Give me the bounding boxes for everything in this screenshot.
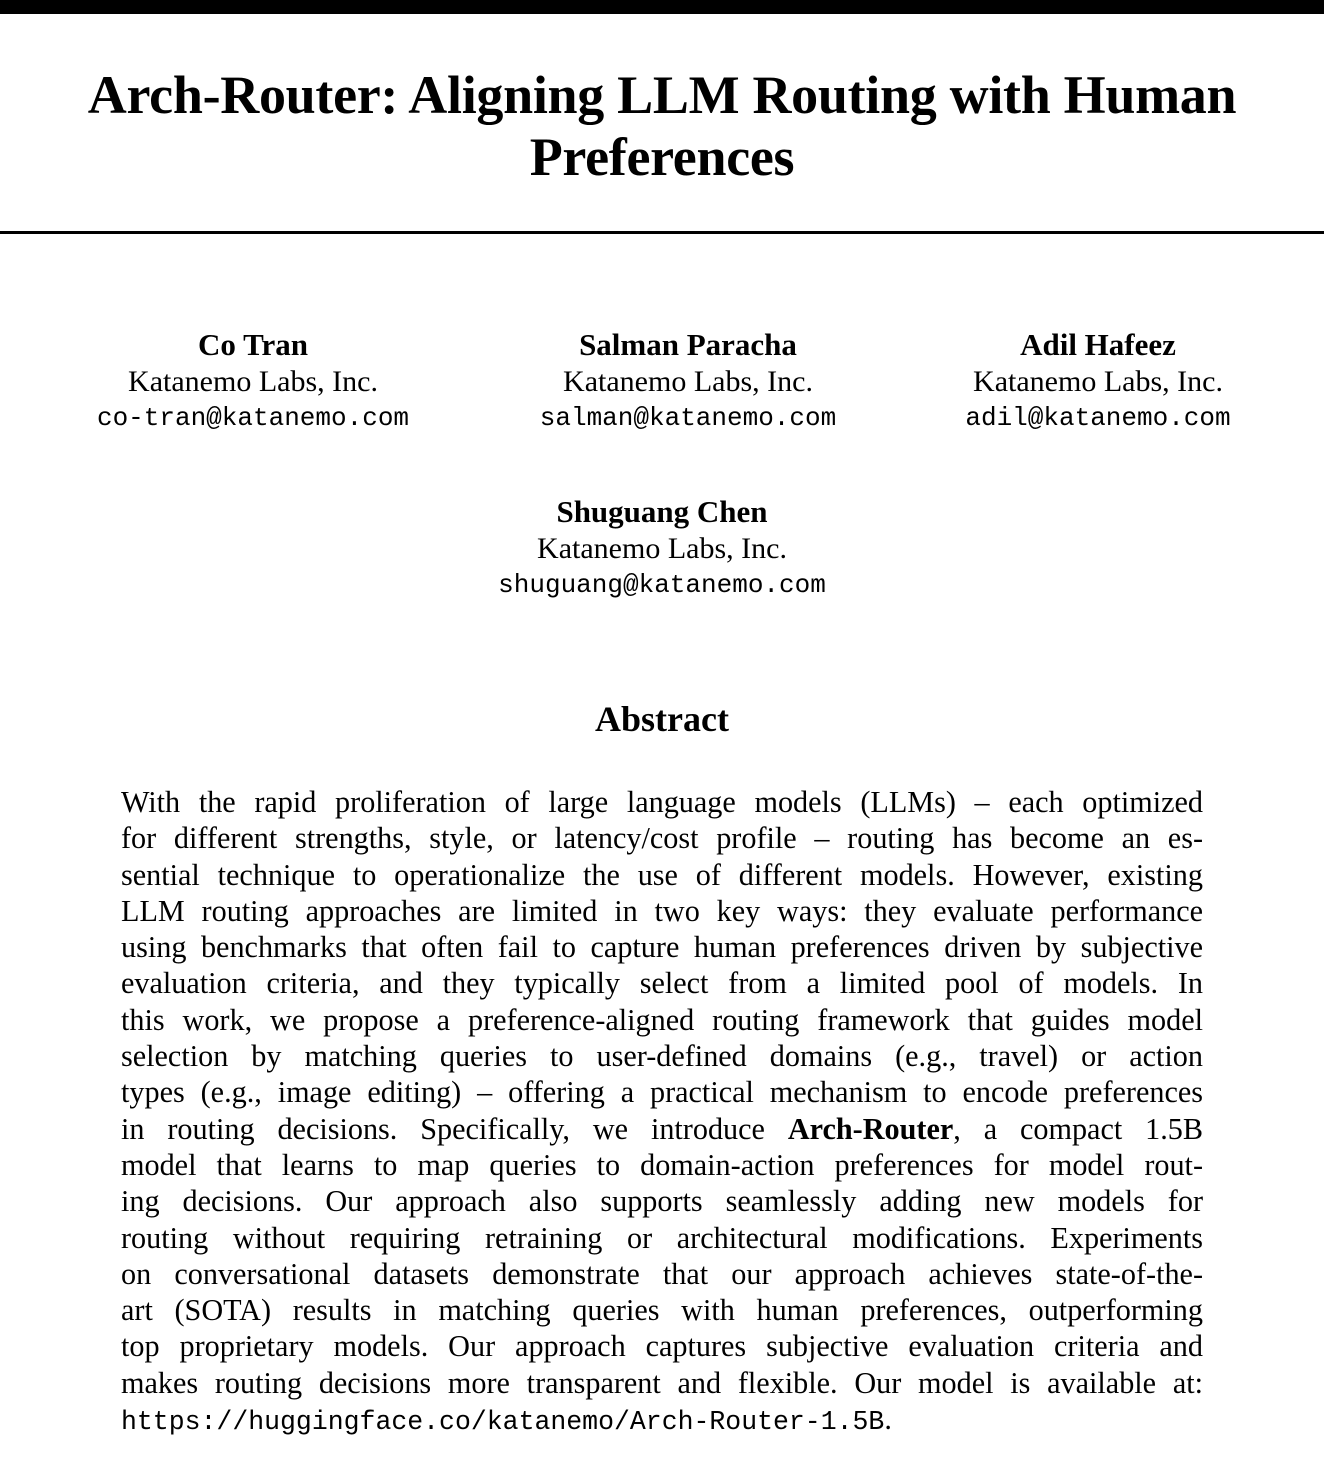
abstract-line: types (e.g., image editing) – offering a practical mechanism to encode preferences <box>121 1075 1203 1110</box>
abstract-line: With the rapid proliferation of large language models (LLMs) – each optimized <box>121 785 1203 819</box>
abstract-line: using benchmarks that often fail to capture human preferences driven by subjective <box>121 930 1203 965</box>
abstract-line: model that learns to map queries to domain-action preferences for model rout- <box>121 1147 1203 1182</box>
author-affiliation: Katanemo Labs, Inc. <box>563 365 813 398</box>
abstract-line: LLM routing approaches are limited in two key ways: they evaluate performance <box>121 893 1203 928</box>
title-line-1: Arch-Router: Aligning LLM Routing with Human <box>87 65 1237 125</box>
author-name: Adil Hafeez <box>1020 327 1176 362</box>
author-block <box>868 326 1324 437</box>
author-affiliation: Katanemo Labs, Inc. <box>128 365 378 398</box>
abstract-text: in routing decisions. Specifically, we introduce <box>121 1111 788 1146</box>
author-email[interactable]: co-tran@katanemo.com <box>96 403 410 433</box>
author-email[interactable]: salman@katanemo.com <box>539 403 837 433</box>
abstract-text: , a compact 1.5B <box>953 1111 1203 1146</box>
url-suffix: . <box>884 1402 892 1437</box>
author-block <box>23 326 483 437</box>
abstract-line: routing without requiring retraining or architectural modifications. Experiments <box>121 1220 1203 1255</box>
author-name: Co Tran <box>198 327 308 362</box>
model-name-bold: Arch-Router <box>787 1111 954 1146</box>
author-block <box>432 493 892 604</box>
title-line-2: Preferences <box>529 127 795 187</box>
abstract-line <box>121 1401 1203 1437</box>
paper-title <box>0 64 1324 188</box>
abstract-line: top proprietary models. Our approach captures subjective evaluation criteria and <box>121 1329 1203 1364</box>
abstract-line: evaluation criteria, and they typically select from a limited pool of models. In <box>121 966 1203 1001</box>
abstract-line: on conversational datasets demonstrate that our approach achieves state-of-the- <box>121 1256 1203 1291</box>
author-affiliation: Katanemo Labs, Inc. <box>973 365 1223 398</box>
abstract-line: selection by matching queries to user-defined domains (e.g., travel) or action <box>121 1039 1203 1074</box>
abstract-line: this work, we propose a preference-aligned routing framework that guides model <box>121 1002 1203 1037</box>
title-rule <box>0 231 1324 234</box>
abstract-line: makes routing decisions more transparent and flexible. Our model is available at: <box>121 1365 1203 1400</box>
abstract-line: ing decisions. Our approach also supports seamlessly adding new models for <box>121 1184 1203 1219</box>
author-email[interactable]: shuguang@katanemo.com <box>498 570 826 600</box>
author-email[interactable]: adil@katanemo.com <box>965 403 1231 433</box>
top-rule <box>0 0 1324 14</box>
abstract-body <box>121 784 1203 1437</box>
abstract-line: art (SOTA) results in matching queries with human preferences, outperforming <box>121 1293 1203 1328</box>
model-url-link[interactable]: https://huggingface.co/katanemo/Arch-Router-1.5B <box>121 1407 885 1438</box>
author-affiliation: Katanemo Labs, Inc. <box>537 532 787 565</box>
abstract-line <box>121 1111 1203 1147</box>
abstract-line: for different strengths, style, or latency/cost profile – routing has become an es- <box>121 821 1203 856</box>
author-name: Shuguang Chen <box>556 494 768 529</box>
abstract-line: sential technique to operationalize the use of different models. However, existing <box>121 857 1203 892</box>
author-name: Salman Paracha <box>579 327 797 362</box>
abstract-heading: Abstract <box>595 699 729 739</box>
author-block <box>458 326 918 437</box>
